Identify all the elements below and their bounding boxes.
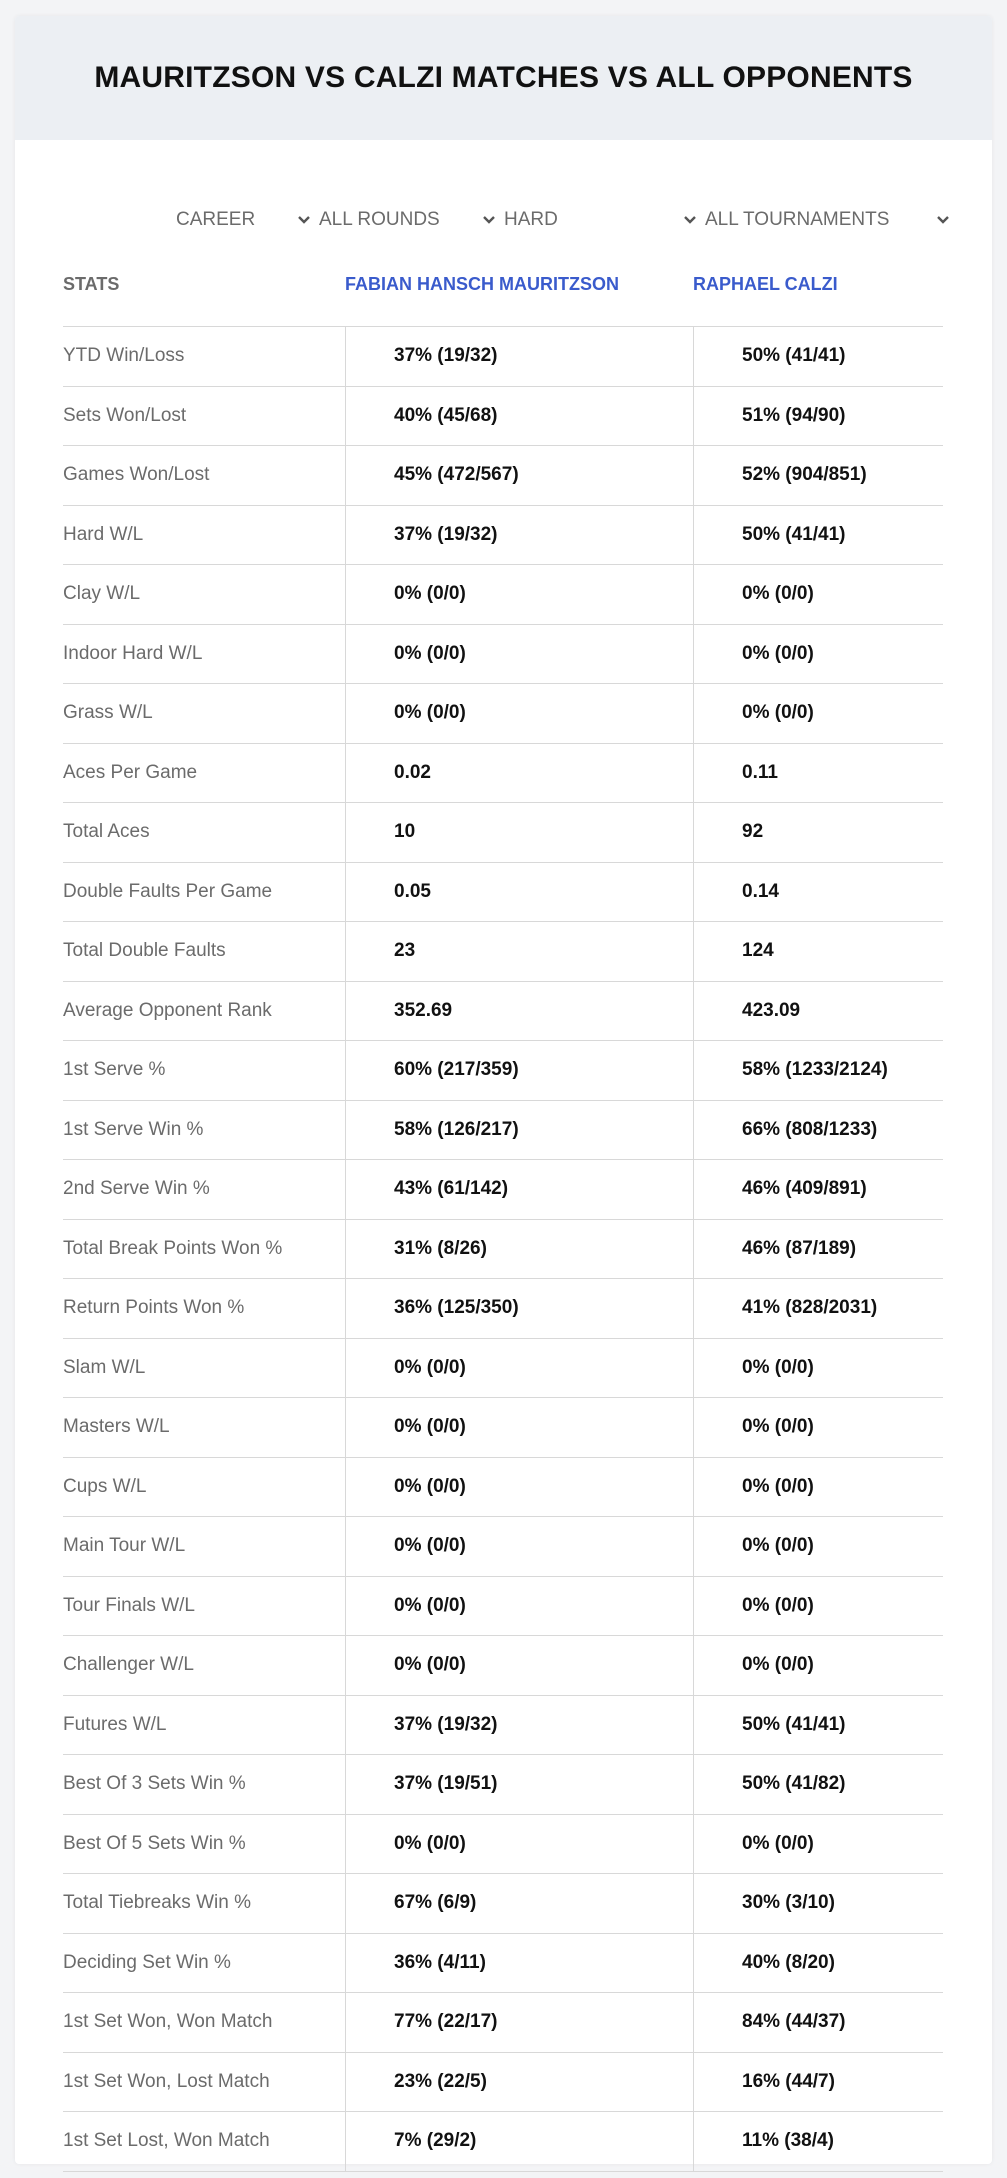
player1-value: 45% (472/567)	[345, 446, 693, 505]
table-row	[63, 506, 943, 566]
player1-link[interactable]: FABIAN HANSCH MAURITZSON	[345, 274, 619, 294]
player2-value: 0% (0/0)	[693, 1458, 943, 1517]
player1-value: 0% (0/0)	[345, 684, 693, 743]
table-row	[63, 1577, 943, 1637]
player1-value: 0% (0/0)	[345, 1636, 693, 1695]
player2-value: 0.14	[693, 863, 943, 922]
player1-value: 58% (126/217)	[345, 1101, 693, 1160]
player2-value: 11% (38/4)	[693, 2112, 943, 2171]
stat-label: Deciding Set Win %	[63, 1951, 231, 1973]
player1-value: 0% (0/0)	[345, 1517, 693, 1576]
stats-card	[15, 16, 992, 2164]
stat-label: Masters W/L	[63, 1416, 170, 1438]
filter-value: ALL TOURNAMENTS	[705, 209, 890, 230]
stat-label: 1st Set Won, Won Match	[63, 2011, 273, 2033]
table-row	[63, 1458, 943, 1518]
player2-value: 50% (41/41)	[693, 506, 943, 565]
table-row	[63, 565, 943, 625]
stat-label: Challenger W/L	[63, 1654, 194, 1676]
table-row	[63, 1101, 943, 1161]
table-row	[63, 327, 943, 387]
player1-value: 0% (0/0)	[345, 565, 693, 624]
player2-value: 30% (3/10)	[693, 1874, 943, 1933]
player2-value: 0% (0/0)	[693, 1398, 943, 1457]
stat-label: 1st Serve Win %	[63, 1118, 204, 1140]
player2-value: 50% (41/82)	[693, 1755, 943, 1814]
player1-value: 0% (0/0)	[345, 1339, 693, 1398]
page-header	[15, 16, 992, 140]
table-row	[63, 625, 943, 685]
table-row	[63, 803, 943, 863]
stat-label: Aces Per Game	[63, 761, 198, 783]
player2-value: 124	[693, 922, 943, 981]
chevron-down-icon	[935, 212, 951, 228]
table-row	[63, 1041, 943, 1101]
player2-value: 50% (41/41)	[693, 327, 943, 386]
career-filter-select[interactable]	[176, 192, 314, 248]
table-row	[63, 1934, 943, 1994]
player1-value: 40% (45/68)	[345, 387, 693, 446]
stat-label: Total Break Points Won %	[63, 1237, 283, 1259]
player2-value: 51% (94/90)	[693, 387, 943, 446]
table-row	[63, 1160, 943, 1220]
player2-value: 46% (409/891)	[693, 1160, 943, 1219]
table-row	[63, 2112, 943, 2172]
tournaments-filter-select[interactable]	[705, 192, 953, 248]
table-row	[63, 1517, 943, 1577]
filter-value: CAREER	[176, 209, 256, 230]
stats-column-header: STATS	[63, 274, 120, 294]
table-row	[63, 863, 943, 923]
stat-label: Clay W/L	[63, 583, 141, 605]
player1-value: 37% (19/32)	[345, 506, 693, 565]
player2-value: 0% (0/0)	[693, 1815, 943, 1874]
player2-value: 41% (828/2031)	[693, 1279, 943, 1338]
player2-value: 0% (0/0)	[693, 625, 943, 684]
stat-label: Average Opponent Rank	[63, 999, 272, 1021]
table-row	[63, 1815, 943, 1875]
table-row	[63, 1874, 943, 1934]
player2-value: 0% (0/0)	[693, 1636, 943, 1695]
rounds-filter-select[interactable]	[319, 192, 499, 248]
player2-value: 66% (808/1233)	[693, 1101, 943, 1160]
stat-label: Double Faults Per Game	[63, 880, 273, 902]
player1-value: 0% (0/0)	[345, 1458, 693, 1517]
player1-value: 10	[345, 803, 693, 862]
player1-value: 36% (125/350)	[345, 1279, 693, 1338]
table-body	[63, 327, 943, 2172]
stat-label: Tour Finals W/L	[63, 1594, 195, 1616]
stat-label: Return Points Won %	[63, 1297, 245, 1319]
player2-value: 40% (8/20)	[693, 1934, 943, 1993]
stat-label: Slam W/L	[63, 1356, 146, 1378]
player1-value: 67% (6/9)	[345, 1874, 693, 1933]
player1-value: 43% (61/142)	[345, 1160, 693, 1219]
player1-value: 23	[345, 922, 693, 981]
player2-value: 0.11	[693, 744, 943, 803]
player1-value: 0% (0/0)	[345, 1398, 693, 1457]
player1-value: 0.05	[345, 863, 693, 922]
stat-label: Total Tiebreaks Win %	[63, 1892, 251, 1914]
stat-label: Games Won/Lost	[63, 464, 210, 486]
table-row	[63, 684, 943, 744]
stat-label: Hard W/L	[63, 523, 144, 545]
surface-filter-select[interactable]	[504, 192, 704, 248]
player1-value: 352.69	[345, 982, 693, 1041]
chevron-down-icon	[682, 212, 698, 228]
player1-value: 7% (29/2)	[345, 2112, 693, 2171]
stat-label: Futures W/L	[63, 1713, 167, 1735]
player1-value: 31% (8/26)	[345, 1220, 693, 1279]
player1-value: 37% (19/32)	[345, 327, 693, 386]
table-row	[63, 982, 943, 1042]
table-row	[63, 1220, 943, 1280]
stat-label: 1st Set Lost, Won Match	[63, 2130, 270, 2152]
table-row	[63, 1398, 943, 1458]
table-row	[63, 744, 943, 804]
player1-value: 36% (4/11)	[345, 1934, 693, 1993]
player2-value: 0% (0/0)	[693, 1577, 943, 1636]
table-row	[63, 2053, 943, 2113]
stat-label: Total Double Faults	[63, 940, 226, 962]
player2-value: 0% (0/0)	[693, 1339, 943, 1398]
stats-table	[63, 250, 943, 2172]
stat-label: Sets Won/Lost	[63, 404, 187, 426]
player2-value: 92	[693, 803, 943, 862]
stat-label: Best Of 3 Sets Win %	[63, 1773, 246, 1795]
player2-value: 16% (44/7)	[693, 2053, 943, 2112]
table-row	[63, 1696, 943, 1756]
chevron-down-icon	[481, 212, 497, 228]
table-row	[63, 922, 943, 982]
stat-label: 1st Serve %	[63, 1059, 166, 1081]
filter-value: ALL ROUNDS	[319, 209, 440, 230]
player1-value: 37% (19/32)	[345, 1696, 693, 1755]
player1-value: 23% (22/5)	[345, 2053, 693, 2112]
table-row	[63, 1339, 943, 1399]
stat-label: Best Of 5 Sets Win %	[63, 1832, 246, 1854]
player1-value: 0% (0/0)	[345, 1577, 693, 1636]
player1-value: 0% (0/0)	[345, 1815, 693, 1874]
chevron-down-icon	[296, 212, 312, 228]
stat-label: 2nd Serve Win %	[63, 1178, 210, 1200]
player2-value: 0% (0/0)	[693, 1517, 943, 1576]
table-row	[63, 1636, 943, 1696]
stat-label: Cups W/L	[63, 1475, 147, 1497]
table-row	[63, 446, 943, 506]
stat-label: Grass W/L	[63, 702, 153, 724]
player1-value: 37% (19/51)	[345, 1755, 693, 1814]
player1-value: 60% (217/359)	[345, 1041, 693, 1100]
stat-label: Indoor Hard W/L	[63, 642, 203, 664]
player2-value: 52% (904/851)	[693, 446, 943, 505]
player1-value: 0% (0/0)	[345, 625, 693, 684]
player2-value: 84% (44/37)	[693, 1993, 943, 2052]
player2-value: 423.09	[693, 982, 943, 1041]
table-row	[63, 1755, 943, 1815]
player1-value: 0.02	[345, 744, 693, 803]
stat-label: Total Aces	[63, 821, 150, 843]
page-title: MAURITZSON VS CALZI MATCHES VS ALL OPPONENTS	[94, 61, 913, 94]
player2-value: 0% (0/0)	[693, 684, 943, 743]
stat-label: Main Tour W/L	[63, 1535, 186, 1557]
player2-value: 46% (87/189)	[693, 1220, 943, 1279]
player2-link[interactable]: RAPHAEL CALZI	[693, 274, 838, 294]
table-row	[63, 1279, 943, 1339]
table-row	[63, 387, 943, 447]
table-row	[63, 1993, 943, 2053]
stat-label: YTD Win/Loss	[63, 345, 185, 367]
stat-label: 1st Set Won, Lost Match	[63, 2070, 270, 2092]
player2-value: 58% (1233/2124)	[693, 1041, 943, 1100]
filter-value: HARD	[504, 209, 558, 230]
player1-value: 77% (22/17)	[345, 1993, 693, 2052]
filter-bar	[15, 192, 992, 248]
player2-value: 0% (0/0)	[693, 565, 943, 624]
table-header	[63, 250, 943, 327]
player2-value: 50% (41/41)	[693, 1696, 943, 1755]
